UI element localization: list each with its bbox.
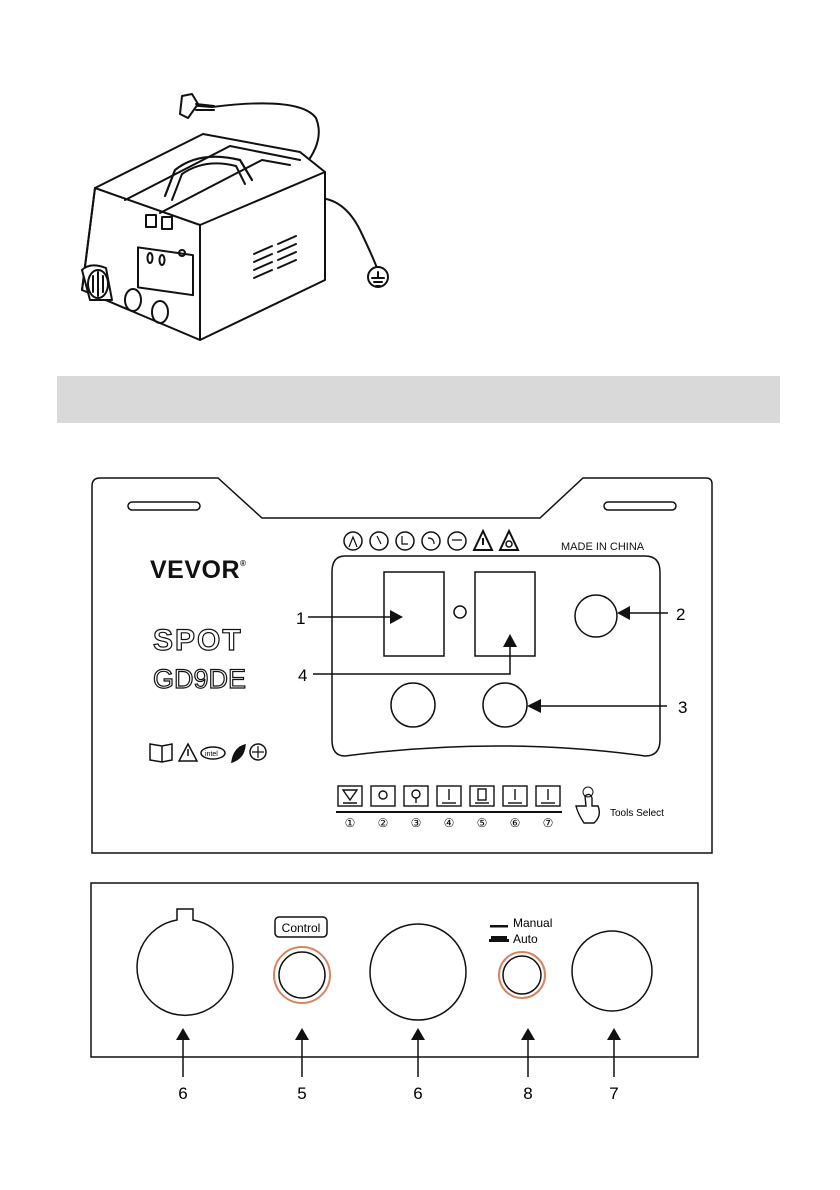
callout-4: 4 (298, 666, 308, 685)
socket-6-middle (370, 924, 466, 1020)
machine-illustration (70, 85, 400, 355)
manual-indicator-icon (490, 925, 508, 928)
tool-number-3: ③ (410, 816, 422, 830)
callout-6-middle: 6 (413, 1084, 423, 1103)
safety-icons-row (344, 531, 518, 550)
tool-number-4: ④ (443, 816, 455, 830)
manual-label: Manual (513, 916, 553, 930)
callout-8: 8 (523, 1084, 533, 1103)
tool-number-6: ⑥ (509, 816, 521, 830)
manual-auto-switch (499, 952, 545, 998)
tool-number-1: ① (344, 816, 356, 830)
auto-indicator-icon (489, 936, 509, 942)
tool-numbers (345, 816, 554, 830)
tools-select-label: Tools Select (610, 808, 664, 819)
socket-left (391, 683, 435, 727)
socket-7 (572, 931, 652, 1011)
tool-number-7: ⑦ (542, 816, 554, 830)
front-panel-diagram (88, 475, 718, 857)
socket-6-left (137, 909, 233, 1015)
callout-3: 3 (678, 698, 688, 717)
safety-icon-3 (396, 532, 414, 550)
control-label: Control (281, 921, 321, 935)
safety-icon-4 (422, 532, 440, 550)
callout-5: 5 (297, 1084, 307, 1103)
tool-number-5: ⑤ (476, 816, 488, 830)
callout-7: 7 (609, 1084, 619, 1103)
callout-2: 2 (676, 605, 686, 624)
model-line-1: SPOT (153, 624, 243, 657)
made-in-china: MADE IN CHINA (561, 541, 645, 553)
callout-6-left: 6 (178, 1084, 188, 1103)
hand-pointer-icon (576, 794, 599, 823)
knob-2 (575, 595, 617, 637)
brand-logo: VEVOR® (150, 556, 247, 584)
section-header-band (57, 376, 780, 423)
tool-number-2: ② (377, 816, 389, 830)
manual-book-icon (150, 744, 172, 762)
leaf-icon (232, 745, 245, 762)
socket-3 (483, 683, 527, 727)
callout-1: 1 (296, 609, 306, 628)
control-socket (274, 947, 330, 1003)
rear-panel-diagram (85, 878, 705, 1108)
tools-row (336, 786, 599, 823)
intel-label: intel (205, 751, 218, 758)
auto-label: Auto (513, 932, 538, 946)
tool-icon-2 (371, 786, 395, 806)
model-line-2: GD9DE (153, 664, 247, 694)
safety-icon-1 (344, 532, 362, 550)
safety-icon-5 (448, 532, 466, 550)
indicator-led (454, 606, 466, 618)
